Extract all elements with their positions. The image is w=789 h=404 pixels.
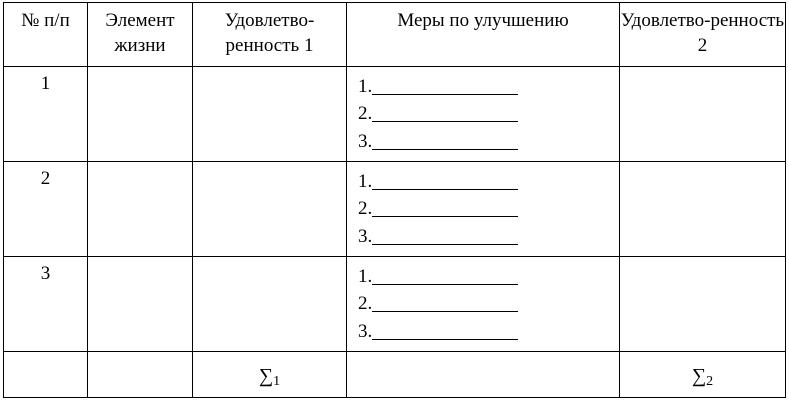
measure-blank-line[interactable] — [372, 319, 518, 340]
element-cell[interactable] — [88, 67, 193, 162]
life-satisfaction-table — [3, 2, 786, 398]
measures-cell — [347, 257, 620, 352]
satisfaction-1-cell[interactable] — [193, 257, 347, 352]
row-num: 3 — [40, 263, 51, 284]
measure-index: 1. — [358, 265, 373, 287]
measure-blank-line[interactable] — [372, 224, 518, 245]
header-satisfaction-1 — [193, 3, 347, 67]
measure-blank-line[interactable] — [372, 196, 518, 217]
measure-index: 1. — [358, 75, 373, 97]
sigma-2 — [692, 365, 713, 387]
satisfaction-2-cell[interactable] — [620, 67, 786, 162]
sigma-1-symbol: ∑ — [258, 364, 274, 387]
row-num: 1 — [40, 73, 51, 94]
measure-index: 1. — [358, 170, 373, 192]
sigma-2-cell — [620, 352, 786, 398]
row-num-cell — [4, 67, 88, 162]
sigma-1-cell — [193, 352, 347, 398]
table-row — [4, 257, 786, 352]
measure-blank-line[interactable] — [372, 291, 518, 312]
header-row — [4, 3, 786, 67]
summary-empty-cell — [4, 352, 88, 398]
measure-index: 3. — [358, 130, 373, 152]
header-num — [4, 3, 88, 67]
table-row — [4, 67, 786, 162]
measure-item[interactable] — [358, 315, 619, 343]
sigma-2-symbol: ∑ — [691, 364, 707, 387]
header-element — [88, 3, 193, 67]
header-num-text: № п/п — [21, 10, 70, 31]
measure-blank-line[interactable] — [372, 169, 518, 190]
row-num: 2 — [40, 168, 51, 189]
header-measures-text: Меры по улучшению — [397, 10, 569, 31]
header-satisfaction-2 — [620, 3, 786, 67]
measure-blank-line[interactable] — [372, 101, 518, 122]
element-cell[interactable] — [88, 257, 193, 352]
table-wrapper — [3, 2, 786, 398]
element-cell[interactable] — [88, 162, 193, 257]
measure-item[interactable] — [358, 193, 619, 221]
measure-item[interactable] — [358, 98, 619, 126]
summary-empty-cell — [347, 352, 620, 398]
measure-blank-line[interactable] — [372, 129, 518, 150]
measure-item[interactable] — [358, 165, 619, 193]
measure-index: 2. — [358, 103, 373, 124]
measure-blank-line[interactable] — [372, 264, 518, 285]
table-row — [4, 162, 786, 257]
header-element-text: Элемент жизни — [105, 10, 175, 56]
sigma-1 — [259, 365, 280, 387]
sigma-1-subscript: 1 — [273, 373, 281, 389]
sigma-2-subscript: 2 — [706, 373, 714, 389]
header-satisfaction-1-text: Удовлетво-ренность 1 — [224, 10, 315, 56]
measure-item[interactable] — [358, 70, 619, 98]
measure-item[interactable] — [358, 260, 619, 288]
measure-index: 3. — [358, 225, 373, 247]
measure-index: 3. — [358, 320, 373, 342]
header-satisfaction-2-text: Удовлетво-ренность 2 — [620, 10, 785, 56]
summary-row — [4, 352, 786, 398]
measure-item[interactable] — [358, 125, 619, 153]
header-measures — [347, 3, 620, 67]
row-num-cell — [4, 257, 88, 352]
measures-cell — [347, 67, 620, 162]
satisfaction-1-cell[interactable] — [193, 67, 347, 162]
row-num-cell — [4, 162, 88, 257]
satisfaction-2-cell[interactable] — [620, 257, 786, 352]
measure-index: 2. — [358, 198, 373, 219]
measure-index: 2. — [358, 293, 373, 314]
satisfaction-1-cell[interactable] — [193, 162, 347, 257]
measure-item[interactable] — [358, 288, 619, 316]
measure-item[interactable] — [358, 220, 619, 248]
summary-empty-cell — [88, 352, 193, 398]
measure-blank-line[interactable] — [372, 74, 518, 95]
satisfaction-2-cell[interactable] — [620, 162, 786, 257]
measures-cell — [347, 162, 620, 257]
